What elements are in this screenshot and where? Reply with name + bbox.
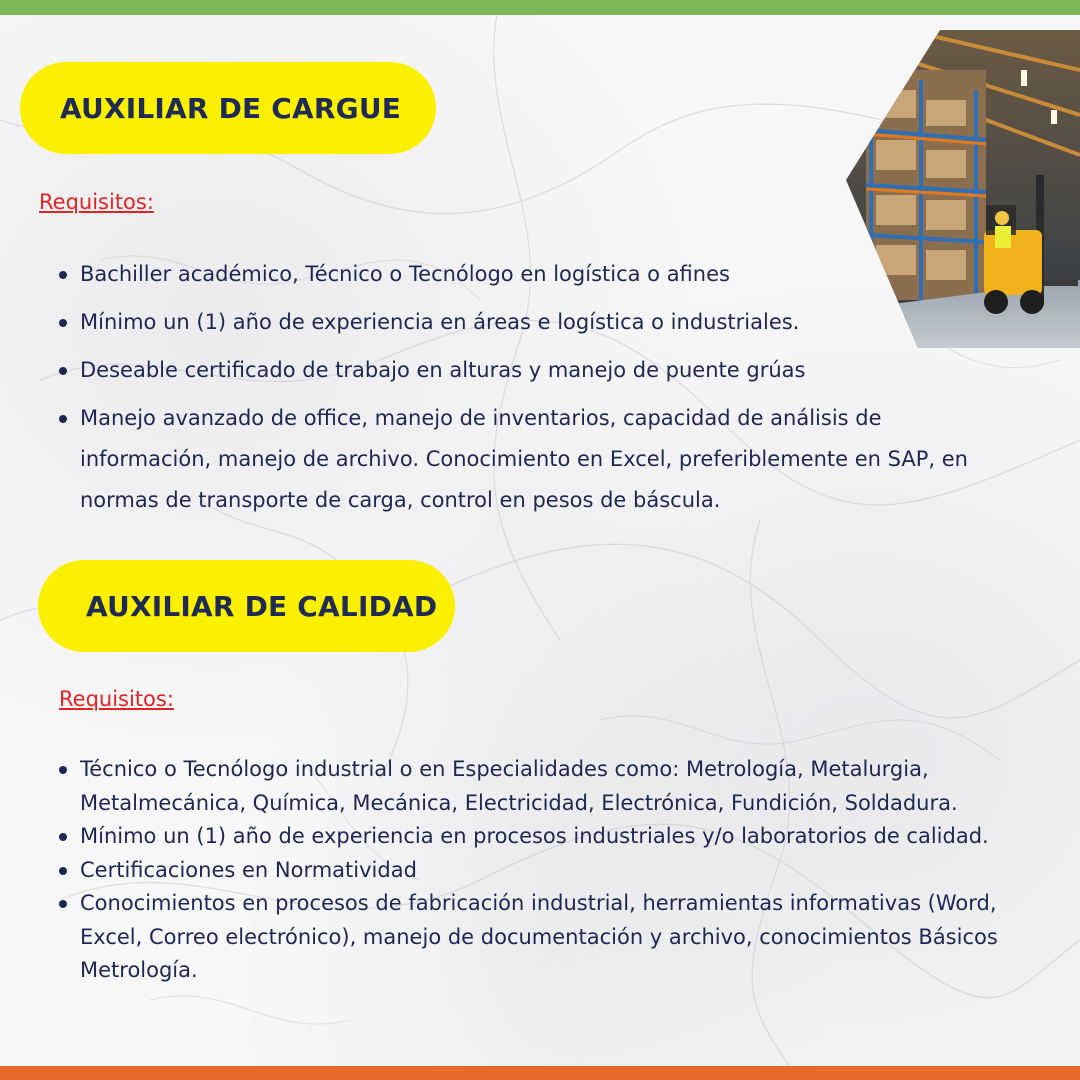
top-accent-bar — [0, 0, 1080, 15]
requirements-list — [58, 753, 1018, 988]
section-title-pill — [38, 560, 455, 652]
section-title-pill — [20, 62, 436, 154]
list-item: Bachiller académico, Técnico o Tecnólogo en logística o afines — [58, 254, 1018, 295]
section-title: AUXILIAR DE CARGUE — [60, 91, 402, 125]
list-item: Manejo avanzado de office, manejo de inventarios, capacidad de análisis de información, manejo de archivo. Conocimiento en Excel, preferiblemente en SAP, en normas de transporte de carga, control en pesos de báscula. — [58, 398, 1018, 521]
warehouse-forklift-photo — [846, 30, 1080, 348]
section-title: AUXILIAR DE CALIDAD — [86, 589, 438, 623]
requirements-label: Requisitos: — [59, 687, 174, 711]
list-item: Conocimientos en procesos de fabricación industrial, herramientas informativas (Word, Excel, Correo electrónico), manejo de documentación y archivo, conocimientos Básicos Metrología. — [58, 887, 1018, 988]
list-item: Mínimo un (1) año de experiencia en áreas e logística o industriales. — [58, 302, 1018, 343]
list-item: Deseable certificado de trabajo en alturas y manejo de puente grúas — [58, 350, 1018, 391]
requirements-label: Requisitos: — [39, 190, 154, 214]
list-item: Certificaciones en Normatividad — [58, 854, 1018, 888]
bottom-accent-bar — [0, 1066, 1080, 1080]
list-item: Técnico o Tecnólogo industrial o en Especialidades como: Metrología, Metalurgia, Metalmecánica, Química, Mecánica, Electricidad, Electrónica, Fundición, Soldadura. — [58, 753, 1018, 820]
list-item: Mínimo un (1) año de experiencia en procesos industriales y/o laboratorios de calidad. — [58, 820, 1018, 854]
